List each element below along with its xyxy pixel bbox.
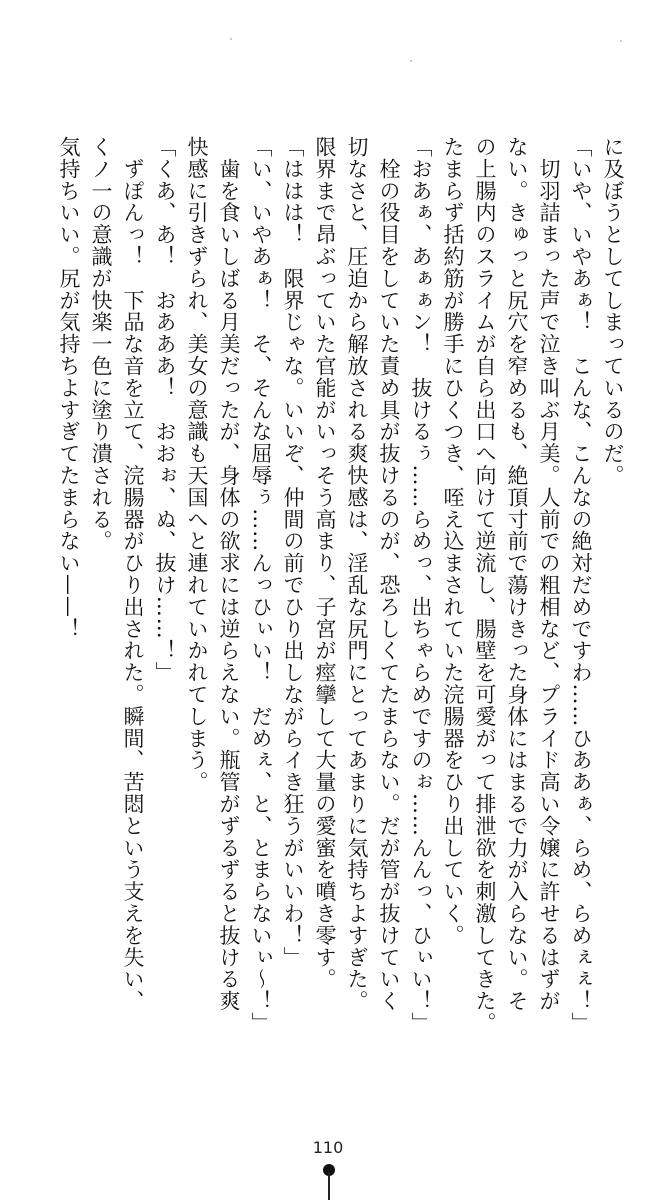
text-column: の上腸内のスライムが自ら出口へ向けて逆流し、腸壁を可愛がって排泄欲を刺激してきた。 [473,136,497,1034]
text-column: 切なさと、圧迫から解放される爽快感は、淫乱な尻門にとってあまりに気持ちよすぎた。 [345,136,369,1012]
text-column: 歯を食いしばる月美だったが、身体の欲求には逆らえない。瓶管がずるずると抜ける爽 [217,136,241,1012]
text-column: くノ一の意識が快楽一色に塗り潰される。 [89,136,113,553]
text-column: 切羽詰まった声で泣き叫ぶ月美。人前での粗相など、プライド高い令嬢に許せるはずが [537,136,561,1012]
text-column: 「ははは！ 限界じゃな。いいぞ、仲間の前でひり出しながらイき狂うがいいわ！」 [281,136,305,969]
text-column: 限界まで昂ぶっていた官能がいっそう高まり、子宮が痙攣して大量の愛蜜を噴き零す。 [313,136,337,991]
text-column: 「くあ、あ！ おあああ！ おおぉ、ぬ、抜け……！」 [153,136,177,684]
scan-speck [230,38,232,40]
vertical-text-body [49,136,629,1034]
scan-speck [620,40,622,42]
text-column: 気持ちいい。尻が気持ちよすぎてたまらない——！ [57,136,81,640]
text-column: ない。きゅっと尻穴を窄めるも、絶頂寸前で蕩けきった身体にはまるで力が入らない。そ [505,136,529,1012]
scan-speck [410,60,412,62]
text-column: 「い、いやあぁ！ そ、そんな屈辱ぅ……んっひぃい！ だめぇ、と、とまらないぃ〜！」 [249,136,273,1034]
page-number: 110 [312,1138,344,1157]
text-column: 「いや、いやあぁ！ こんな、こんなの絶対だめですわ……ひああぁ、らめ、らめぇぇ！」 [569,136,593,1034]
text-column: 栓の役目をしていた責め具が抜けるのが、恐ろしくてたまらない。だが管が抜けていく [377,136,401,1012]
text-column: たまらず括約筋が勝手にひくつき、咥え込まされていた浣腸器をひり出していく。 [441,136,465,947]
text-column: 快感に引きずられ、美女の意識も天国へと連れていかれてしまう。 [185,136,209,793]
text-column: に及ぼうとしてしまっているのだ。 [601,136,625,487]
page-marker-line [328,1172,330,1200]
text-column: 「おあぁ、あぁぁン！ 抜けるぅ……らめっ、出ちゃらめですのぉ……んんっ、ひぃい！」 [409,136,433,1034]
text-column: ずぽんっ！ 下品な音を立て、浣腸器がひり出された。瞬間、苦悶という支えを失い、 [121,136,145,1012]
